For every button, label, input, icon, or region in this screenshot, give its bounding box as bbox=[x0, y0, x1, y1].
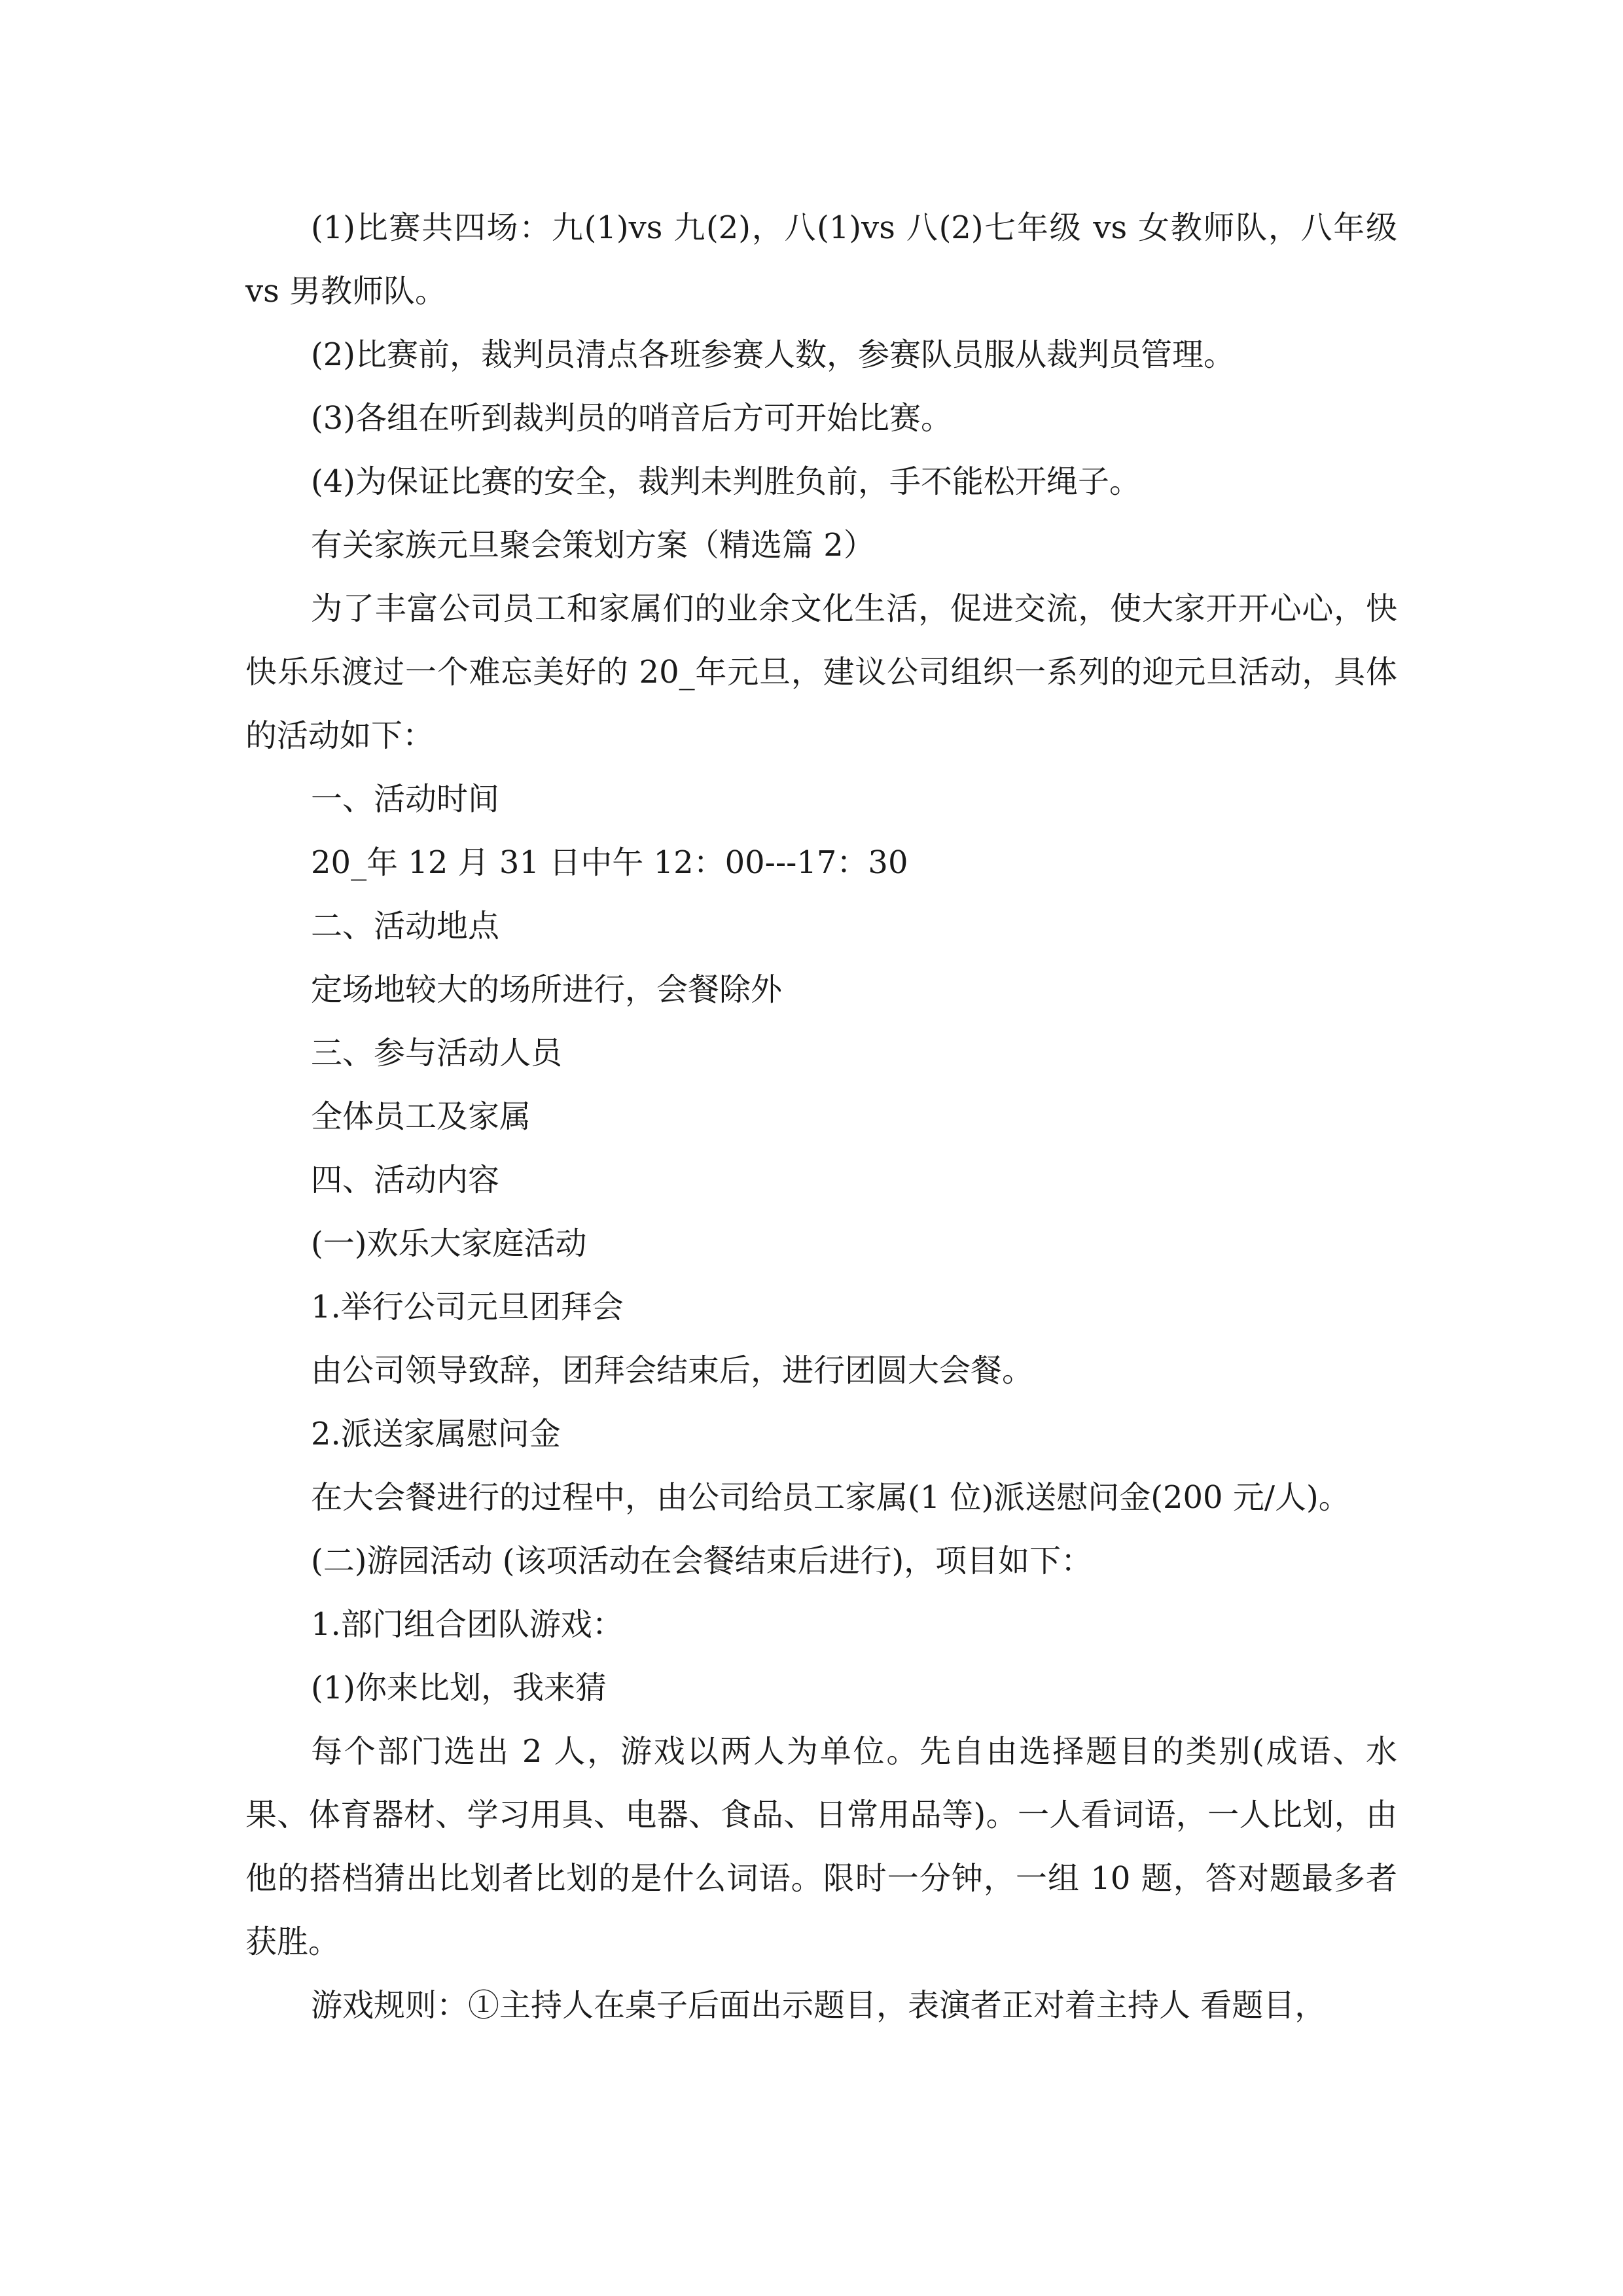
heading-activity-time: 一、活动时间 bbox=[311, 781, 500, 817]
intro-paragraph: 为了丰富公司员工和家属们的业余文化生活，促进交流，使大家开开心心，快快乐乐渡过一个难忘美好的 20_年元旦，建议公司组织一系列的迎元旦活动，具体的活动如下： bbox=[245, 590, 1397, 754]
item-family-allowance: 2.派送家属慰问金 bbox=[311, 1416, 561, 1452]
subheading-garden-activity: (二)游园活动 (该项活动在会餐结束后进行)，项目如下： bbox=[311, 1543, 1093, 1579]
heading-activity-location: 二、活动地点 bbox=[311, 908, 500, 944]
heading-activity-content: 四、活动内容 bbox=[311, 1162, 500, 1198]
participants-value: 全体员工及家属 bbox=[311, 1098, 531, 1135]
charades-desc: 每个部门选出 2 人，游戏以两人为单位。先自由选择题目的类别(成语、水果、体育器材、学习用具、电器、食品、日常用品等)。一人看词语，一人比划，由他的搭档猜出比划者比划的是什么词语。限时一分钟，一组 10 题，答对题最多者获胜。 bbox=[245, 1733, 1397, 1960]
item-new-year-meeting-desc: 由公司领导致辞，团拜会结束后，进行团圆大会餐。 bbox=[311, 1352, 1034, 1389]
item-team-games: 1.部门组合团队游戏： bbox=[311, 1606, 624, 1643]
document-page bbox=[245, 196, 1397, 2037]
paragraph-rule-4: (4)为保证比赛的安全，裁判未判胜负前，手不能松开绳子。 bbox=[311, 463, 1141, 500]
game-rules: 游戏规则：①主持人在桌子后面出示题目，表演者正对着主持人 看题目， bbox=[311, 1987, 1327, 2024]
item-new-year-meeting: 1.举行公司元旦团拜会 bbox=[311, 1289, 624, 1325]
section-title: 有关家族元旦聚会策划方案（精选篇 2） bbox=[311, 527, 875, 564]
activity-time-value: 20_年 12 月 31 日中午 12：00---17：30 bbox=[311, 844, 908, 881]
subheading-family-activity: (一)欢乐大家庭活动 bbox=[311, 1225, 587, 1262]
item-charades: (1)你来比划，我来猜 bbox=[311, 1670, 607, 1706]
item-family-allowance-desc: 在大会餐进行的过程中，由公司给员工家属(1 位)派送慰问金(200 元/人)。 bbox=[311, 1479, 1350, 1516]
heading-participants: 三、参与活动人员 bbox=[311, 1035, 563, 1071]
activity-location-value: 定场地较大的场所进行，会餐除外 bbox=[311, 971, 783, 1008]
paragraph-rule-1: (1)比赛共四场：九(1)vs 九(2)，八(1)vs 八(2)七年级 vs 女教师队，八年级 vs 男教师队。 bbox=[245, 209, 1397, 310]
paragraph-rule-2: (2)比赛前，裁判员清点各班参赛人数，参赛队员服从裁判员管理。 bbox=[311, 336, 1235, 373]
paragraph-rule-3: (3)各组在听到裁判员的哨音后方可开始比赛。 bbox=[311, 400, 952, 437]
